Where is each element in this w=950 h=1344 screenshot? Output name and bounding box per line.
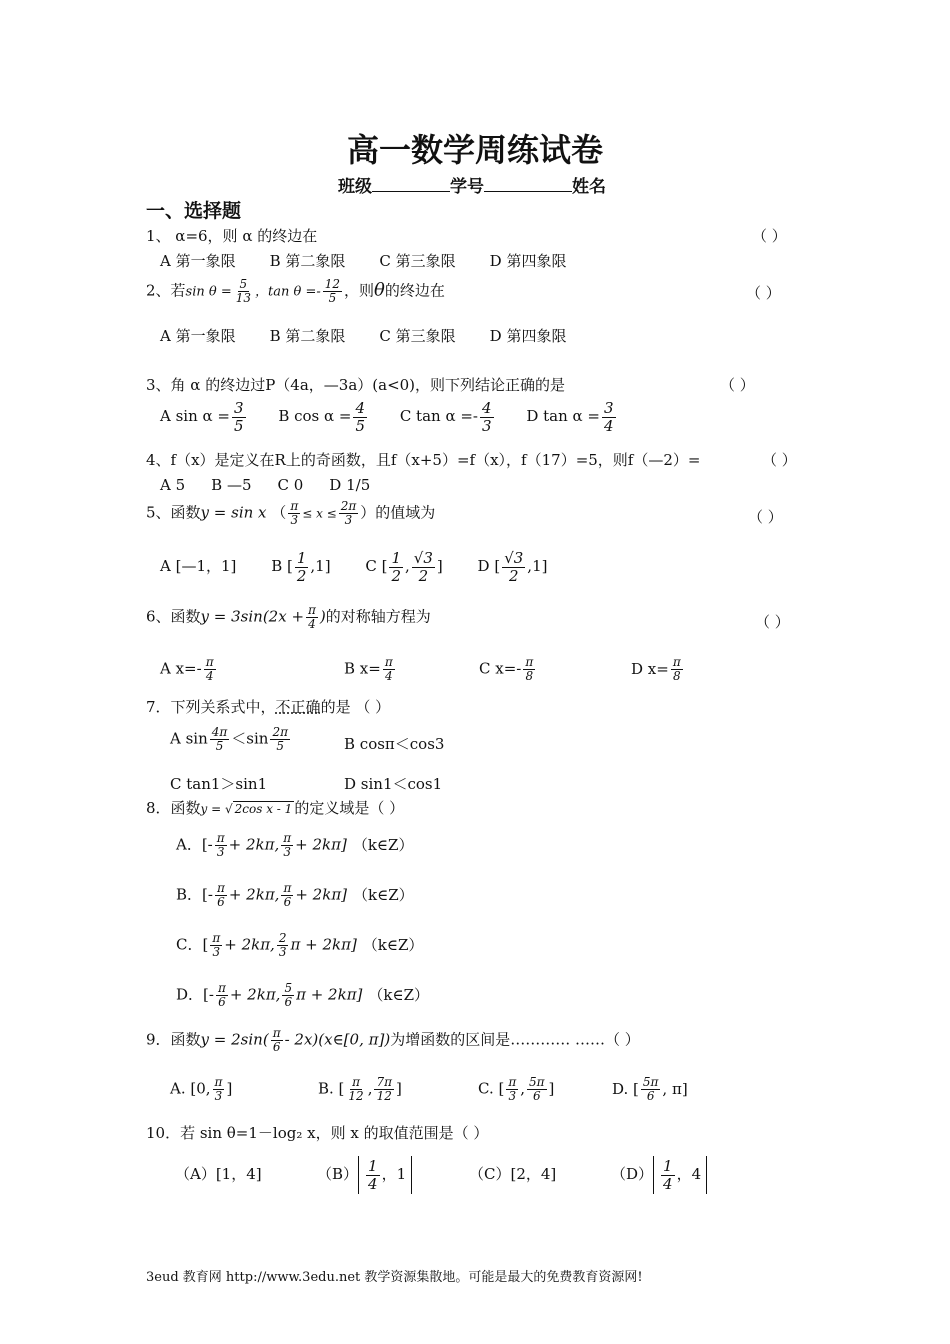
q3-option-c xyxy=(399,399,496,435)
q4-options xyxy=(160,476,370,495)
student-id-blank xyxy=(484,177,572,192)
q8-option-label: B．[- xyxy=(176,885,213,904)
q10-option-b xyxy=(317,1156,469,1194)
q6-answer-paren: （ ） xyxy=(755,613,790,631)
q6-option-b-denominator: 4 xyxy=(384,669,393,684)
q5-option-c-denominator-1: 2 xyxy=(391,566,401,585)
q6-options xyxy=(160,656,685,683)
q10-option-d xyxy=(611,1157,707,1193)
q3-option-a-fraction xyxy=(232,400,246,434)
q3-option-c-numerator: 4 xyxy=(482,399,492,417)
q9-option-a-fraction xyxy=(213,1076,225,1103)
q9-option-d-denominator: 6 xyxy=(646,1089,655,1104)
q9-option-b-numerator-1: π xyxy=(352,1075,360,1089)
q2-option-b: B 第二象限 xyxy=(269,327,346,345)
q6-option-c-expr: C x=- xyxy=(479,659,522,678)
q9-option-a xyxy=(170,1076,318,1103)
q8-option-numerator-1: π xyxy=(212,931,221,945)
q5-stem-suffix: ）的值域为 xyxy=(360,503,436,522)
q7-option-a-numerator-2: 2π xyxy=(272,725,288,739)
q5-options xyxy=(160,550,547,584)
q10-option-d-label: （D） xyxy=(611,1165,654,1183)
q5-cond-low-numerator: π xyxy=(290,499,299,513)
q10-option-a: （A）[1，4] xyxy=(175,1165,262,1183)
q8-option-c xyxy=(176,932,423,959)
q1-stem: 1、 α=6，则 α 的终边在 xyxy=(146,227,318,245)
q5-option-d-close: ,1] xyxy=(527,557,548,575)
q4-stem: 4、f（x）是定义在R上的奇函数，且f（x+5）=f（x），f（17）=5，则f（—2）= xyxy=(146,451,701,469)
q5-option-c: C [ $\frac{1}{2}$ , $\frac{√3}{2}$ ] xyxy=(365,549,443,585)
q2-tan-fraction xyxy=(323,278,342,305)
q2-theta: θ xyxy=(374,279,385,301)
q2-answer-paren: （ ） xyxy=(746,284,781,302)
q2-options xyxy=(160,327,600,346)
q8-option-fraction-2 xyxy=(277,932,289,959)
q9-option-b-open: B. [ xyxy=(318,1079,345,1098)
q10-option-b-fraction xyxy=(366,1158,380,1192)
q7-option-a-fraction-2 xyxy=(270,726,290,753)
q9-function-fraction xyxy=(271,1027,283,1054)
student-info-line xyxy=(338,177,606,198)
q5-option-c-numerator-2: √3 xyxy=(413,549,433,567)
q5-stem xyxy=(146,500,435,527)
q6-option-b-numerator: π xyxy=(384,655,393,669)
q8-option-a xyxy=(176,832,413,859)
q8-option-end: π + 2kπ] xyxy=(296,985,363,1004)
q9-option-b-denominator-2: 12 xyxy=(376,1089,392,1104)
q10-option-d-interval xyxy=(653,1156,707,1194)
q6-option-d-numerator: π xyxy=(672,655,681,669)
q1-options xyxy=(160,252,600,271)
q8-option-denominator-2: 6 xyxy=(283,895,292,910)
q1-option-b: B 第二象限 xyxy=(269,252,346,270)
q8-function-lhs: y = xyxy=(200,802,222,816)
section-title: 一、选择题 xyxy=(146,200,242,222)
q3-option-a-expr: A sin α = xyxy=(160,407,230,425)
class-label: 班级 xyxy=(338,177,372,197)
footer-text: 3eud 教育网 http://www.3edu.net 教学资源集散地。可能是最大的免费教育资源网! xyxy=(146,1270,643,1285)
q9-function-start: y = 2sin( xyxy=(200,1030,269,1049)
q9-option-d xyxy=(612,1075,688,1104)
q1-answer-paren: （ ） xyxy=(752,227,787,245)
q5-option-b xyxy=(271,549,331,585)
q8-stem-prefix: 8．函数 xyxy=(146,799,201,817)
q9-option-c-fraction-1 xyxy=(506,1076,518,1103)
q8-option-fraction-1 xyxy=(215,882,227,909)
q7-option-a-denominator-1: 5 xyxy=(215,739,224,754)
q7-option-b: B cosπ＜cos3 xyxy=(344,735,445,753)
q10-option-b-numerator: 1 xyxy=(368,1157,378,1175)
q5-option-d-numerator: √3 xyxy=(504,549,524,567)
q10-option-b-label: （B） xyxy=(317,1165,359,1183)
q3-option-c-denominator: 3 xyxy=(482,416,492,435)
q7-option-d: D sin1＜cos1 xyxy=(344,775,443,793)
q5-stem-prefix: 5、函数 xyxy=(146,503,201,522)
q5-cond-mid: ≤ x ≤ xyxy=(302,506,337,521)
q5-option-c-fraction-1 xyxy=(389,550,403,584)
q8-stem xyxy=(146,799,404,818)
q5-option-d-open: D [ xyxy=(477,557,501,575)
q6-stem-prefix: 6、函数 xyxy=(146,607,201,626)
q6-option-c xyxy=(479,656,631,683)
q7-stem-emphasis: 不正确 xyxy=(275,698,321,716)
q9-option-b: B. [ $\frac{\pi}{12}$ , $\frac{7\pi}{12}$ ] xyxy=(318,1075,402,1104)
q6-stem-suffix: 的对称轴方程为 xyxy=(325,607,431,626)
q9-option-c-denominator-1: 3 xyxy=(508,1089,517,1104)
q3-option-d-expr: D tan α = xyxy=(526,407,600,425)
q5-cond-fraction-low xyxy=(288,500,300,527)
q9-option-b-fraction-1 xyxy=(346,1076,365,1103)
q1-option-d: D 第四象限 xyxy=(489,252,567,270)
q5-cond-open: （ xyxy=(271,503,287,522)
q9-option-c-close: ] xyxy=(548,1079,555,1098)
q3-option-d-denominator: 4 xyxy=(604,416,614,435)
q8-option-label: A．[- xyxy=(176,835,213,854)
q8-option-denominator-2: 3 xyxy=(283,845,292,860)
q8-option-mid: + 2kπ, xyxy=(228,835,280,854)
student-id-label: 学号 xyxy=(450,177,484,197)
q10-option-b-interval xyxy=(358,1156,412,1194)
q2-tan-numerator: 12 xyxy=(324,277,341,291)
q6-option-d-fraction xyxy=(671,656,683,683)
q9-option-a-denominator: 3 xyxy=(214,1089,223,1104)
q2-sin-denominator: 13 xyxy=(235,291,252,306)
q3-option-d xyxy=(526,399,617,435)
class-blank xyxy=(372,177,450,192)
q8-option-end: π + 2kπ] xyxy=(290,935,357,954)
q5-option-b-close: ,1] xyxy=(310,557,331,575)
q8-option-end: + 2kπ] xyxy=(295,885,348,904)
q9-option-d-open: D. [ xyxy=(612,1079,639,1098)
q9-option-b-close: ] xyxy=(396,1079,402,1098)
q8-option-fraction-1 xyxy=(215,832,227,859)
q10-option-d-upper: ，4 xyxy=(676,1165,702,1183)
q2-stem-mid: ，则 xyxy=(344,281,375,300)
q3-stem: 3、角 α 的终边过P（4a，—3a）(a<0)，则下列结论正确的是 xyxy=(146,376,566,394)
q2-option-d: D 第四象限 xyxy=(489,327,567,345)
q10-option-d-denominator: 4 xyxy=(663,1174,673,1193)
q8-option-fraction-2 xyxy=(281,882,293,909)
q7-stem-prefix: 7．下列关系式中， xyxy=(146,698,276,716)
q7-option-a-denominator-2: 5 xyxy=(276,739,285,754)
q5-option-c-close: ] xyxy=(436,557,443,575)
q10-option-d-numerator: 1 xyxy=(663,1157,673,1175)
q10-options xyxy=(175,1156,707,1194)
q8-option-b xyxy=(176,882,414,909)
q9-function-numerator: π xyxy=(272,1026,281,1040)
q8-option-numerator-1: π xyxy=(216,881,225,895)
q6-option-a-fraction xyxy=(204,656,216,683)
q5-option-c-open: C [ xyxy=(365,557,388,575)
q6-option-b-fraction xyxy=(383,656,395,683)
q8-option-denominator-2: 3 xyxy=(278,945,287,960)
q9-stem xyxy=(146,1027,640,1054)
q2-option-a: A 第一象限 xyxy=(160,327,236,345)
q8-option-numerator-1: π xyxy=(217,981,226,995)
q2-option-c: C 第三象限 xyxy=(379,327,456,345)
q7-option-c: C tan1＞sin1 xyxy=(170,775,268,793)
q4-option-c: C 0 xyxy=(277,476,304,494)
q8-option-fraction-1 xyxy=(216,982,228,1009)
q9-option-a-numerator: π xyxy=(214,1075,223,1089)
q8-option-numerator-2: 2 xyxy=(278,931,287,945)
q2-stem xyxy=(146,278,445,305)
q3-option-c-expr: C tan α =- xyxy=(399,407,478,425)
q3-option-d-numerator: 3 xyxy=(604,399,614,417)
q8-option-numerator-2: π xyxy=(283,831,292,845)
q9-options xyxy=(170,1076,688,1103)
q7-option-a-mid: ＜sin xyxy=(231,729,269,748)
q1-option-a: A 第一象限 xyxy=(160,252,236,270)
q8-option-domain: （k∈Z） xyxy=(353,885,414,904)
q2-tan-expr: ，tan θ =- xyxy=(255,284,321,300)
q4-option-b: B —5 xyxy=(211,476,252,494)
q8-option-fraction-2 xyxy=(281,832,293,859)
q8-option-denominator-1: 6 xyxy=(218,995,226,1010)
q6-function-numerator: π xyxy=(308,603,316,617)
q10-stem: 10．若 sin θ=1－log₂ x，则 x 的取值范围是（ ） xyxy=(146,1124,489,1142)
q7-stem xyxy=(146,698,390,717)
q8-option-numerator-1: π xyxy=(216,831,225,845)
q10-option-d-fraction xyxy=(661,1158,675,1192)
q6-option-a-denominator: 4 xyxy=(205,669,214,684)
name-label: 姓名 xyxy=(572,177,606,197)
q8-function: y = √ 2cos x - 1 xyxy=(200,802,293,816)
q6-option-d-expr: D x= xyxy=(631,659,669,678)
q3-option-a-numerator: 3 xyxy=(234,399,244,417)
q10-option-c: （C）[2，4] xyxy=(469,1165,557,1183)
q9-option-c-denominator-2: 6 xyxy=(532,1089,541,1104)
q5-option-d-denominator: 2 xyxy=(508,566,519,585)
q9-option-c-fraction-2 xyxy=(527,1076,547,1103)
q2-tan-denominator: 5 xyxy=(328,291,337,306)
q8-option-numerator-2: 5 xyxy=(284,981,293,995)
q8-option-label: D．[- xyxy=(176,985,214,1004)
q8-function-radicand: 2cos x - 1 xyxy=(234,802,293,816)
q3-answer-paren: （ ） xyxy=(720,376,755,394)
q2-stem-suffix: 的终边在 xyxy=(384,281,445,300)
q3-options xyxy=(160,400,618,434)
q9-option-b-fraction-2 xyxy=(374,1076,394,1103)
q3-option-b-denominator: 5 xyxy=(355,416,366,435)
q7-stem-suffix: 的是 （ ） xyxy=(320,698,391,716)
q9-stem-suffix: 为增函数的区间是………… ……（ ） xyxy=(390,1030,640,1049)
q5-cond-fraction-high xyxy=(339,500,359,527)
q7-option-a-fraction-1 xyxy=(210,726,230,753)
q9-function-end: - 2x)(x∈[0, π]) xyxy=(284,1030,391,1049)
q8-option-domain: （k∈Z） xyxy=(368,985,430,1004)
q3-option-b xyxy=(278,399,369,435)
q3-option-a-denominator: 5 xyxy=(234,416,244,435)
q9-option-c: C. [ $\frac{\pi}{3}$ , $\frac{5\pi}{6}$ ] xyxy=(478,1075,555,1104)
q10-option-b-denominator: 4 xyxy=(368,1174,378,1193)
q5-option-b-fraction xyxy=(295,550,309,584)
q8-option-denominator-1: 3 xyxy=(216,845,225,860)
q8-option-d xyxy=(176,982,429,1009)
page-title: 高一数学周练试卷 xyxy=(346,131,603,169)
q6-option-c-numerator: π xyxy=(525,655,534,669)
q8-option-fraction-1 xyxy=(210,932,222,959)
q9-stem-prefix: 9．函数 xyxy=(146,1030,201,1049)
q3-option-c-fraction xyxy=(480,400,494,434)
q8-option-denominator-2: 6 xyxy=(284,995,293,1010)
q8-option-denominator-1: 6 xyxy=(217,895,225,910)
q6-option-b xyxy=(344,656,479,683)
q2-stem-prefix: 2、若 xyxy=(146,281,186,300)
q9-option-d-numerator: 5π xyxy=(642,1075,659,1089)
q8-option-label: C．[ xyxy=(176,935,209,954)
q6-option-c-fraction xyxy=(523,656,535,683)
q5-option-a: A [—1，1] xyxy=(160,557,237,575)
q4-answer-paren: （ ） xyxy=(762,451,797,469)
q5-option-d-fraction xyxy=(502,550,525,584)
q6-function-start: y = 3sin(2x + xyxy=(200,607,305,626)
q6-option-a xyxy=(160,656,344,683)
q9-option-c-numerator-2: 5π xyxy=(529,1075,545,1089)
q7-option-a-numerator-1: 4π xyxy=(211,725,228,739)
q6-stem xyxy=(146,604,431,631)
q2-sin-numerator: 5 xyxy=(239,277,248,291)
q3-option-a xyxy=(160,399,248,435)
q3-option-b-expr: B cos α = xyxy=(278,407,352,425)
q7-option-a-start: A sin xyxy=(170,729,208,748)
q9-option-b-numerator-2: 7π xyxy=(376,1075,393,1089)
q3-option-b-numerator: 4 xyxy=(355,399,366,417)
q8-option-mid: + 2kπ, xyxy=(224,935,275,954)
q9-function-denominator: 6 xyxy=(272,1040,281,1055)
q1-option-c: C 第三象限 xyxy=(379,252,456,270)
q9-option-c-numerator-1: π xyxy=(508,1075,517,1089)
q8-option-domain: （k∈Z） xyxy=(352,835,414,854)
q6-option-b-expr: B x= xyxy=(344,659,381,678)
q3-option-b-fraction xyxy=(353,400,367,434)
q2-sin-fraction xyxy=(234,278,253,305)
q6-option-c-denominator: 8 xyxy=(525,669,534,684)
q5-option-b-numerator: 1 xyxy=(296,549,307,567)
q9-option-c-open: C. [ xyxy=(478,1079,505,1098)
q8-option-end: + 2kπ] xyxy=(295,835,347,854)
q5-function: y = sin x xyxy=(200,503,267,522)
q6-option-a-expr: A x=- xyxy=(160,659,202,678)
q6-option-d-denominator: 8 xyxy=(672,669,681,684)
q5-option-c-fraction-2 xyxy=(412,550,435,584)
q4-option-a: A 5 xyxy=(160,476,186,494)
q8-option-numerator-2: π xyxy=(283,881,292,895)
q5-option-c-numerator-1: 1 xyxy=(391,549,401,567)
q9-option-d-fraction xyxy=(641,1076,661,1103)
q8-stem-suffix: 的定义域是（ ） xyxy=(294,799,405,817)
q8-option-mid: + 2kπ, xyxy=(228,885,280,904)
q9-option-a-open: A. [0, xyxy=(170,1079,211,1098)
q8-option-mid: + 2kπ, xyxy=(229,985,281,1004)
q5-option-c-denominator-2: 2 xyxy=(418,566,429,585)
q8-option-denominator-1: 3 xyxy=(212,945,221,960)
q5-answer-paren: （ ） xyxy=(748,508,783,526)
q5-cond-high-denominator: 3 xyxy=(344,513,353,528)
q5-cond-high-numerator: 2π xyxy=(340,499,357,513)
q6-option-d xyxy=(631,655,685,684)
q9-option-a-close: ] xyxy=(226,1079,233,1098)
q5-option-b-denominator: 2 xyxy=(296,566,307,585)
q6-option-a-numerator: π xyxy=(205,655,214,669)
q8-option-domain: （k∈Z） xyxy=(362,935,424,954)
q5-cond-low-denominator: 3 xyxy=(290,513,299,528)
q2-sin-expr: sin θ = xyxy=(185,284,232,300)
q6-function-fraction xyxy=(306,604,318,631)
q6-function-end: ) xyxy=(319,607,326,626)
q8-option-fraction-2 xyxy=(282,982,294,1009)
q9-option-b-denominator-1: 12 xyxy=(348,1089,364,1104)
q6-function-denominator: 4 xyxy=(308,617,316,632)
q10-option-b-upper: ，1 xyxy=(381,1165,407,1183)
q5-option-b-open: B [ xyxy=(271,557,293,575)
q4-option-d: D 1/5 xyxy=(329,476,371,494)
q9-option-d-close: , π] xyxy=(662,1079,688,1098)
q3-option-d-fraction xyxy=(602,400,616,434)
q7-option-a xyxy=(170,726,292,753)
q5-option-d xyxy=(477,549,548,585)
